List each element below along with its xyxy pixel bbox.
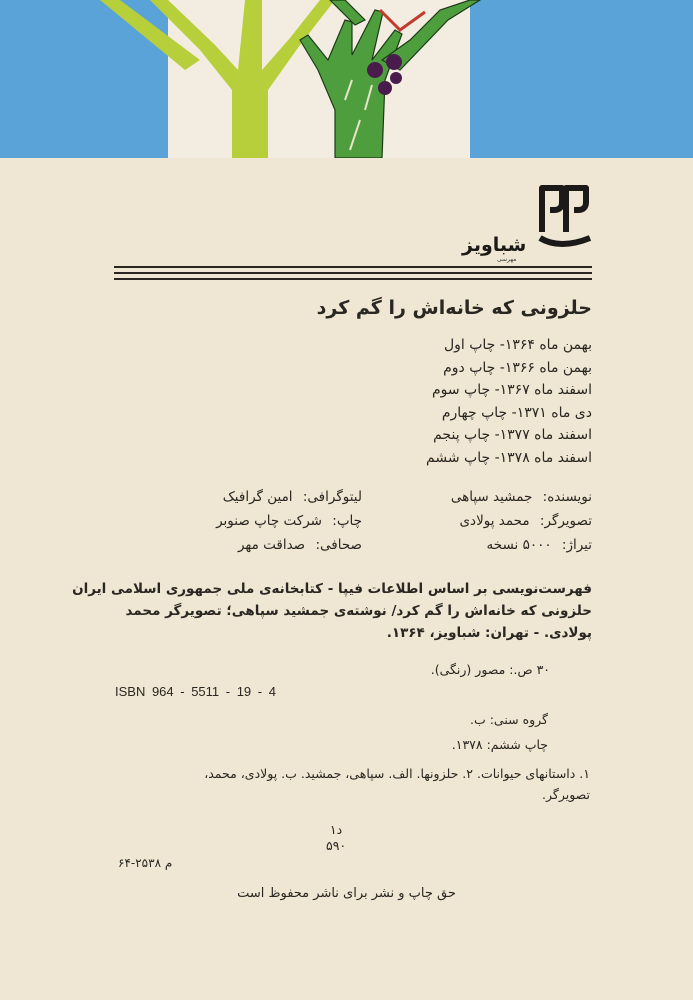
binding-credit — [238, 537, 362, 553]
cip-line: حلزونی که خانه‌اش را گم کرد/ نوشته‌ی جمشید سپاهی؛ تصویرگر محمد — [125, 603, 592, 619]
publisher-logo — [440, 180, 600, 280]
edition-list — [426, 334, 592, 469]
subjects-line: ۱. داستانهای حیوانات. ۲. حلزونها. الف. سپاهی، جمشید. ب. پولادی، محمد، — [204, 766, 590, 781]
author-value: جمشید سپاهی — [450, 489, 533, 505]
cip-line: فهرست‌نویسی بر اساس اطلاعات فیپا - کتابخانه‌ی ملی جمهوری اسلامی ایران — [72, 581, 592, 597]
illustrator-credit — [459, 513, 592, 529]
copyright-notice: حق چاپ و نشر برای ناشر محفوظ است — [237, 886, 456, 901]
binding-label: صحافی: — [315, 537, 362, 553]
print-run-credit — [487, 537, 592, 553]
illustrator-label: تصویرگر: — [539, 513, 592, 529]
ddc-line: ۵۹۰ — [326, 838, 347, 853]
print-run-value: ۵۰۰۰ نسخه — [486, 537, 552, 553]
binding-value: صداقت مهر — [237, 537, 306, 553]
sixth-print-year: چاپ ششم: ۱۳۷۸. — [451, 737, 548, 752]
author-label: نویسنده: — [542, 489, 592, 505]
author-credit — [451, 489, 592, 505]
edition-item: بهمن ماه ۱۳۶۴- چاپ اول — [443, 337, 592, 353]
printing-label: چاپ: — [332, 513, 362, 529]
printing-value: شرکت چاپ صنوبر — [216, 513, 322, 529]
cover-illustration — [0, 0, 693, 158]
edition-item: اسفند ماه ۱۳۶۷- چاپ سوم — [431, 382, 592, 398]
publisher-name: شباویز — [462, 234, 527, 256]
publisher-subtitle: مهرسی — [497, 256, 517, 263]
lithography-label: لیتوگرافی: — [302, 489, 362, 505]
cip-line: پولادی. - تهران: شباویز، ۱۳۶۴. — [386, 625, 592, 641]
age-group: گروه سنی: ب. — [470, 712, 548, 727]
catalog-number: م ۲۵۳۸-۶۴ — [118, 856, 173, 870]
lithography-credit — [223, 489, 362, 505]
edition-item: اسفند ماه ۱۳۷۸- چاپ ششم — [426, 449, 592, 466]
edition-item: اسفند ماه ۱۳۷۷- چاپ پنجم — [433, 427, 592, 443]
lithography-value: امین گرافیک — [222, 489, 293, 505]
illustrator-value: محمد پولادی — [459, 513, 530, 529]
credits-block — [114, 489, 592, 569]
ddc-line: د۱ — [329, 822, 343, 837]
dewey-classification — [326, 822, 346, 854]
book-title: حلزونی که خانه‌اش را گم کرد — [316, 297, 592, 319]
printing-credit — [216, 513, 362, 529]
edition-item: بهمن ماه ۱۳۶۶- چاپ دوم — [443, 359, 592, 376]
cip-block — [72, 578, 592, 644]
subjects-line: تصویرگر. — [542, 787, 590, 802]
page-count: ۳۰ ص.: مصور (رنگی). — [430, 662, 550, 677]
logo-rules — [114, 266, 592, 284]
subjects — [110, 763, 590, 805]
print-run-label: تیراژ: — [561, 537, 592, 553]
isbn: ISBN 964 - 5511 - 19 - 4 — [115, 684, 276, 699]
edition-item: دی ماه ۱۳۷۱- چاپ چهارم — [441, 404, 592, 421]
